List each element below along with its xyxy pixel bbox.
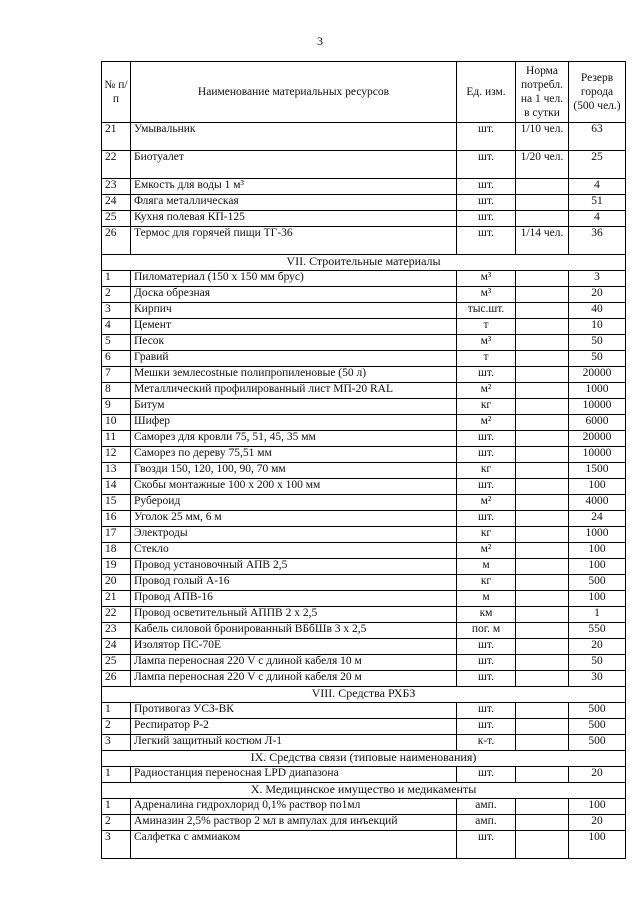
row-unit: м³ (457, 287, 516, 303)
row-number: 15 (102, 495, 131, 511)
row-number: 1 (102, 271, 131, 287)
row-name: Изолятор ПС-70Е (131, 639, 457, 655)
row-reserve: 500 (569, 575, 626, 591)
row-norm (516, 351, 569, 367)
row-unit: м (457, 591, 516, 607)
row-name: Доска обрезная (131, 287, 457, 303)
section-row (102, 687, 626, 703)
row-number: 18 (102, 543, 131, 559)
row-name: Легкий защитный костюм Л-1 (131, 735, 457, 751)
section-title: IX. Средства связи (типовые наименования) (102, 751, 626, 767)
section-title: VIII. Средства РХБЗ (102, 687, 626, 703)
row-reserve: 10000 (569, 399, 626, 415)
table-row (102, 287, 626, 303)
row-norm (516, 639, 569, 655)
table-row (102, 831, 626, 859)
table-row (102, 319, 626, 335)
row-name: Лампа переносная 220 V с длиной кабеля 10 м (131, 655, 457, 671)
row-name: Биотуалет (131, 151, 457, 179)
row-unit: шт. (457, 211, 516, 227)
table-row (102, 463, 626, 479)
row-name: Песок (131, 335, 457, 351)
row-unit: кг (457, 463, 516, 479)
row-reserve: 500 (569, 703, 626, 719)
table-row (102, 559, 626, 575)
row-name: Саморез для кровли 75, 51, 45, 35 мм (131, 431, 457, 447)
row-norm (516, 383, 569, 399)
row-norm (516, 319, 569, 335)
row-norm (516, 415, 569, 431)
row-norm (516, 543, 569, 559)
row-reserve: 20000 (569, 431, 626, 447)
row-number: 16 (102, 511, 131, 527)
table-row (102, 527, 626, 543)
row-reserve: 4 (569, 211, 626, 227)
row-number: 17 (102, 527, 131, 543)
row-number: 11 (102, 431, 131, 447)
row-number: 2 (102, 719, 131, 735)
row-unit: шт. (457, 655, 516, 671)
header-num: № п/п (102, 62, 131, 123)
row-unit: шт. (457, 151, 516, 179)
row-name: Битум (131, 399, 457, 415)
row-reserve: 100 (569, 559, 626, 575)
table-row (102, 767, 626, 783)
row-reserve: 1000 (569, 527, 626, 543)
row-name: Гравий (131, 351, 457, 367)
table-row (102, 271, 626, 287)
row-number: 26 (102, 671, 131, 687)
row-reserve: 1000 (569, 383, 626, 399)
header-name: Наименование материальных ресурсов (131, 62, 457, 123)
row-reserve: 100 (569, 831, 626, 859)
row-number: 9 (102, 399, 131, 415)
row-name: Противогаз УСЗ-ВК (131, 703, 457, 719)
row-number: 1 (102, 767, 131, 783)
row-reserve: 100 (569, 479, 626, 495)
row-unit: шт. (457, 703, 516, 719)
row-name: Шифер (131, 415, 457, 431)
row-unit: м³ (457, 335, 516, 351)
table-row (102, 211, 626, 227)
row-norm (516, 527, 569, 543)
row-norm (516, 719, 569, 735)
row-unit: кг (457, 399, 516, 415)
row-name: Термос для горячей пищи ТГ-36 (131, 227, 457, 255)
row-unit: шт. (457, 447, 516, 463)
row-number: 2 (102, 287, 131, 303)
row-name: Гвозди 150, 120, 100, 90, 70 мм (131, 463, 457, 479)
table-row (102, 479, 626, 495)
row-norm: 1/14 чел. (516, 227, 569, 255)
row-norm (516, 799, 569, 815)
row-unit: шт. (457, 831, 516, 859)
row-reserve: 1 (569, 607, 626, 623)
row-name: Провод осветительный АППВ 2 х 2,5 (131, 607, 457, 623)
row-name: Адреналина гидрохлорид 0,1% раствор по1мл (131, 799, 457, 815)
row-name: Кухня полевая КП-125 (131, 211, 457, 227)
row-unit: шт. (457, 123, 516, 151)
table-row (102, 335, 626, 351)
row-unit: м² (457, 383, 516, 399)
page-number: 3 (317, 34, 323, 48)
row-number: 19 (102, 559, 131, 575)
row-unit: тыс.шт. (457, 303, 516, 319)
row-name: Саморез по дереву 75,51 мм (131, 447, 457, 463)
row-reserve: 500 (569, 719, 626, 735)
row-unit: амп. (457, 799, 516, 815)
row-unit: т (457, 351, 516, 367)
table-row (102, 431, 626, 447)
row-number: 21 (102, 591, 131, 607)
row-reserve: 50 (569, 351, 626, 367)
row-name: Салфетка с аммиаком (131, 831, 457, 859)
header-reserve: Резерв города (500 чел.) (569, 62, 626, 123)
row-number: 4 (102, 319, 131, 335)
row-reserve: 20000 (569, 367, 626, 383)
row-name: Кирпич (131, 303, 457, 319)
table-header-row (102, 62, 626, 123)
row-reserve: 30 (569, 671, 626, 687)
row-name: Мешки землеcostные полипропиленовые (50 л) (131, 367, 457, 383)
row-norm: 1/10 чел. (516, 123, 569, 151)
row-norm (516, 179, 569, 195)
row-number: 8 (102, 383, 131, 399)
row-norm (516, 671, 569, 687)
row-norm (516, 447, 569, 463)
row-norm (516, 463, 569, 479)
row-unit: шт. (457, 511, 516, 527)
table-row (102, 703, 626, 719)
table-row (102, 447, 626, 463)
row-norm (516, 703, 569, 719)
table-row (102, 495, 626, 511)
row-name: Провод АПВ-16 (131, 591, 457, 607)
row-reserve: 10 (569, 319, 626, 335)
row-norm (516, 211, 569, 227)
row-reserve: 36 (569, 227, 626, 255)
row-unit: шт. (457, 767, 516, 783)
row-reserve: 25 (569, 151, 626, 179)
row-number: 7 (102, 367, 131, 383)
row-unit: шт. (457, 179, 516, 195)
row-unit: км (457, 607, 516, 623)
row-reserve: 4 (569, 179, 626, 195)
row-name: Электроды (131, 527, 457, 543)
row-name: Радиостанция переносная LPD диапазона (131, 767, 457, 783)
row-norm (516, 195, 569, 211)
table-row (102, 815, 626, 831)
table-row (102, 735, 626, 751)
row-reserve: 3 (569, 271, 626, 287)
row-reserve: 20 (569, 767, 626, 783)
table-row (102, 623, 626, 639)
row-reserve: 100 (569, 591, 626, 607)
row-norm (516, 303, 569, 319)
row-reserve: 63 (569, 123, 626, 151)
row-unit: кг (457, 527, 516, 543)
row-norm (516, 367, 569, 383)
table-row (102, 415, 626, 431)
table-row (102, 195, 626, 211)
section-title: VII. Строительные материалы (102, 255, 626, 271)
row-norm (516, 271, 569, 287)
row-norm (516, 431, 569, 447)
row-unit: кг (457, 575, 516, 591)
table-row (102, 367, 626, 383)
row-name: Пиломатериал (150 х 150 мм брус) (131, 271, 457, 287)
row-norm (516, 623, 569, 639)
row-reserve: 40 (569, 303, 626, 319)
row-number: 2 (102, 815, 131, 831)
row-name: Металлический профилированный лист МП-20 RAL (131, 383, 457, 399)
row-number: 20 (102, 575, 131, 591)
row-unit: м² (457, 495, 516, 511)
row-norm (516, 815, 569, 831)
row-number: 24 (102, 639, 131, 655)
row-name: Умывальник (131, 123, 457, 151)
table-row (102, 179, 626, 195)
table-row (102, 351, 626, 367)
row-number: 26 (102, 227, 131, 255)
table-row (102, 639, 626, 655)
row-reserve: 20 (569, 287, 626, 303)
table-row (102, 543, 626, 559)
row-unit: амп. (457, 815, 516, 831)
row-reserve: 20 (569, 815, 626, 831)
row-unit: шт. (457, 227, 516, 255)
row-reserve: 50 (569, 655, 626, 671)
table-row (102, 671, 626, 687)
row-name: Аминазин 2,5% раствор 2 мл в ампулах для инъекций (131, 815, 457, 831)
row-norm (516, 511, 569, 527)
row-norm (516, 495, 569, 511)
row-number: 22 (102, 607, 131, 623)
row-name: Уголок 25 мм, 6 м (131, 511, 457, 527)
row-reserve: 4000 (569, 495, 626, 511)
row-number: 23 (102, 179, 131, 195)
row-number: 3 (102, 735, 131, 751)
row-unit: шт. (457, 719, 516, 735)
row-number: 25 (102, 655, 131, 671)
row-number: 10 (102, 415, 131, 431)
table-row (102, 383, 626, 399)
table-row (102, 591, 626, 607)
row-norm (516, 399, 569, 415)
row-norm (516, 287, 569, 303)
header-unit: Ед. изм. (457, 62, 516, 123)
row-unit: шт. (457, 639, 516, 655)
row-number: 12 (102, 447, 131, 463)
row-number: 3 (102, 831, 131, 859)
row-reserve: 51 (569, 195, 626, 211)
table-row (102, 227, 626, 255)
table-row (102, 399, 626, 415)
table-body (102, 123, 626, 859)
row-reserve: 24 (569, 511, 626, 527)
row-number: 13 (102, 463, 131, 479)
row-reserve: 550 (569, 623, 626, 639)
table-row (102, 799, 626, 815)
row-unit: шт. (457, 479, 516, 495)
table-row (102, 575, 626, 591)
section-title: X. Медицинское имущество и медикаменты (102, 783, 626, 799)
row-unit: шт. (457, 431, 516, 447)
table-row (102, 655, 626, 671)
row-reserve: 100 (569, 799, 626, 815)
row-name: Кабель силовой бронированный ВБбШв 3 х 2,5 (131, 623, 457, 639)
row-unit: м² (457, 415, 516, 431)
row-name: Цемент (131, 319, 457, 335)
row-number: 24 (102, 195, 131, 211)
row-norm (516, 575, 569, 591)
row-number: 23 (102, 623, 131, 639)
row-number: 1 (102, 703, 131, 719)
row-unit: к-т. (457, 735, 516, 751)
row-name: Лампа переносная 220 V с длиной кабеля 20 м (131, 671, 457, 687)
row-number: 1 (102, 799, 131, 815)
row-norm: 1/20 чел. (516, 151, 569, 179)
row-name: Провод голый А-16 (131, 575, 457, 591)
row-reserve: 6000 (569, 415, 626, 431)
row-number: 14 (102, 479, 131, 495)
table-row (102, 511, 626, 527)
row-unit: шт. (457, 671, 516, 687)
row-unit: м (457, 559, 516, 575)
row-norm (516, 591, 569, 607)
row-name: Емкость для воды 1 м³ (131, 179, 457, 195)
row-number: 5 (102, 335, 131, 351)
table-row (102, 123, 626, 151)
row-norm (516, 767, 569, 783)
section-row (102, 751, 626, 767)
row-norm (516, 479, 569, 495)
row-unit: пог. м (457, 623, 516, 639)
table-row (102, 607, 626, 623)
section-row (102, 783, 626, 799)
row-norm (516, 735, 569, 751)
row-reserve: 1500 (569, 463, 626, 479)
row-number: 25 (102, 211, 131, 227)
row-name: Провод установочный АПВ 2,5 (131, 559, 457, 575)
row-reserve: 20 (569, 639, 626, 655)
resources-table (101, 61, 626, 859)
row-norm (516, 831, 569, 859)
table-row (102, 303, 626, 319)
row-name: Фляга металлическая (131, 195, 457, 211)
row-number: 3 (102, 303, 131, 319)
header-norm: Норма потребл. на 1 чел. в сутки (516, 62, 569, 123)
row-unit: т (457, 319, 516, 335)
row-number: 22 (102, 151, 131, 179)
section-row (102, 255, 626, 271)
row-name: Скобы монтажные 100 х 200 х 100 мм (131, 479, 457, 495)
table-row (102, 719, 626, 735)
row-name: Рубероид (131, 495, 457, 511)
row-reserve: 50 (569, 335, 626, 351)
row-number: 6 (102, 351, 131, 367)
row-unit: м³ (457, 271, 516, 287)
row-name: Стекло (131, 543, 457, 559)
row-unit: шт. (457, 367, 516, 383)
table-row (102, 151, 626, 179)
row-name: Респиратор Р-2 (131, 719, 457, 735)
row-reserve: 100 (569, 543, 626, 559)
row-reserve: 500 (569, 735, 626, 751)
row-reserve: 10000 (569, 447, 626, 463)
row-norm (516, 559, 569, 575)
row-norm (516, 335, 569, 351)
row-norm (516, 655, 569, 671)
row-number: 21 (102, 123, 131, 151)
row-unit: м² (457, 543, 516, 559)
row-norm (516, 607, 569, 623)
row-unit: шт. (457, 195, 516, 211)
